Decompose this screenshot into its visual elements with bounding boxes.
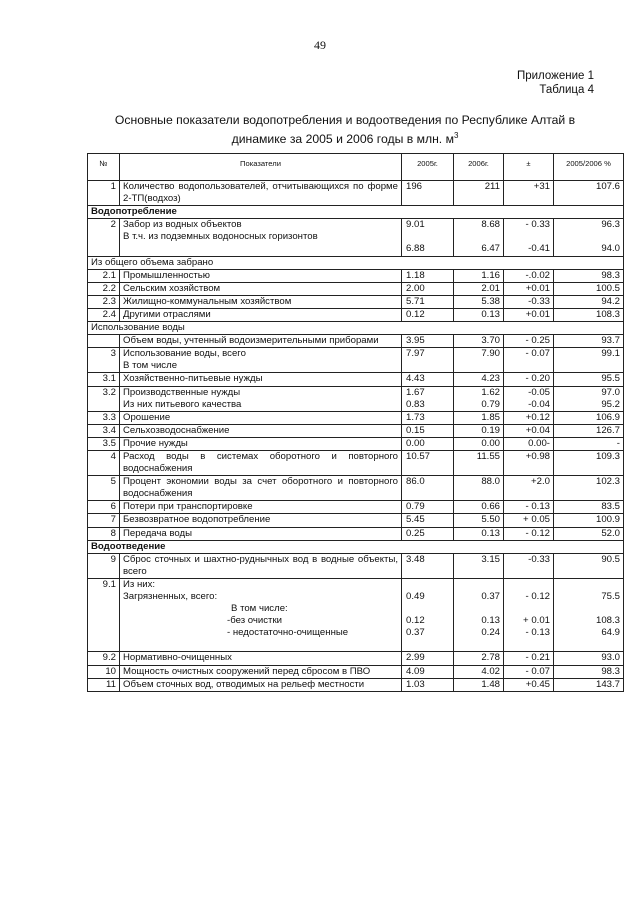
table-header-row [88,154,624,181]
row-number: 6 [88,501,120,514]
value-ratio: 108.3 [554,308,624,321]
value-2005: 5.45 [402,514,454,527]
indicator-line: В т.ч. из подземных водоносных горизонтов [123,231,318,243]
value-diff: +0.01 [504,308,554,321]
table-row [88,652,624,665]
value-diff [504,386,554,411]
indicator-name [120,219,402,256]
value-ratio: 107.6 [554,181,624,206]
table-row [88,501,624,514]
value-ratio: 102.3 [554,476,624,501]
value-2006: 1.48 [454,678,504,691]
cell-line: 0.13 [481,615,500,627]
value-ratio: 95.5 [554,373,624,386]
value-ratio: 99.1 [554,348,624,373]
group-heading: Использование воды [88,322,624,335]
table-row [88,269,624,282]
cell-line: -0.04 [528,398,550,410]
row-number: 9 [88,553,120,578]
cell-line: -0.41 [528,243,550,255]
cell-line: 94.0 [601,243,620,255]
indicator-name [120,348,402,373]
cell-spacer [557,231,620,243]
cell-spacer [557,579,620,591]
table-row [88,540,624,553]
indicator-line: Использование воды, всего [123,348,246,360]
value-ratio: 93.0 [554,652,624,665]
header-indicator: Показатели [120,154,402,181]
cell-line: 1.62 [481,386,500,398]
table-row [88,373,624,386]
title-superscript: 3 [453,131,459,140]
value-2005: 4.09 [402,665,454,678]
indicator-name: Мощность очистных сооружений перед сбросом в ПВО [120,665,402,678]
value-2006: 7.90 [454,348,504,373]
value-ratio: 143.7 [554,678,624,691]
value-diff: +0.12 [504,411,554,424]
indicator-name: Прочие нужды [120,437,402,450]
value-2006: 0.19 [454,424,504,437]
table-row [88,450,624,475]
indicator-name: Передача воды [120,527,402,540]
row-number [88,335,120,348]
table-row [88,386,624,411]
value-2005: 0.79 [402,501,454,514]
row-number: 1 [88,181,120,206]
cell-line: 0.12 [406,615,425,627]
value-2006: 1.85 [454,411,504,424]
page-number: 49 [314,38,326,52]
indicator-line: - недостаточно-очищенные [227,627,349,639]
appendix-line-1: Приложение 1 [516,70,594,82]
value-2005: 0.00 [402,437,454,450]
value-diff: 0.00- [504,437,554,450]
cell-line: 0.49 [406,591,425,602]
value-ratio: - [554,437,624,450]
value-diff: +0.04 [504,424,554,437]
cell-spacer [457,231,500,243]
value-2006: 0.00 [454,437,504,450]
value-ratio: 52.0 [554,527,624,540]
table-row [88,678,624,691]
value-diff [504,219,554,256]
row-number: 9.2 [88,652,120,665]
value-2005: 5.71 [402,295,454,308]
value-2006: 0.13 [454,308,504,321]
table-row [88,335,624,348]
value-diff: +0.45 [504,678,554,691]
row-number: 9.1 [88,578,120,652]
value-diff: - 0.13 [504,501,554,514]
cell-line: 96.3 [601,219,620,231]
indicator-line: В том числе [123,360,178,372]
indicator-name: Сельским хозяйством [120,282,402,295]
value-2005: 1.18 [402,269,454,282]
appendix-line-2: Таблица 4 [539,84,594,96]
indicator-name: Количество водопользователей, отчитывающихся по форме 2-ТП(водхоз) [120,181,402,206]
value-2005: 0.12 [402,308,454,321]
group-heading: Из общего объема забрано [88,256,624,269]
value-2006: 4.23 [454,373,504,386]
value-ratio [554,578,624,652]
row-number: 10 [88,665,120,678]
value-2006: 5.38 [454,295,504,308]
row-number: 3.4 [88,424,120,437]
row-number: 3.3 [88,411,120,424]
cell-line: 6.88 [406,243,425,255]
value-2006: 2.01 [454,282,504,295]
water-use-table [87,153,624,692]
value-2005: 4.43 [402,373,454,386]
value-diff: -.0.02 [504,269,554,282]
header-2006: 2006г. [454,154,504,181]
cell-spacer [457,579,500,591]
indicator-name: Жилищно-коммунальным хозяйством [120,295,402,308]
value-2005: 2.99 [402,652,454,665]
value-2005: 3.48 [402,553,454,578]
value-2005: 0.15 [402,424,454,437]
value-diff: -0.33 [504,295,554,308]
indicator-name [120,386,402,411]
cell-line: 95.2 [601,398,620,410]
value-diff: - 0.07 [504,665,554,678]
value-2006: 1.16 [454,269,504,282]
value-2005: 196 [402,181,454,206]
indicator-name: Другими отраслями [120,308,402,321]
value-2006: 2.78 [454,652,504,665]
row-number: 4 [88,450,120,475]
indicator-name: Орошение [120,411,402,424]
value-diff: - 0.07 [504,348,554,373]
value-ratio: 83.5 [554,501,624,514]
row-number: 2.4 [88,308,120,321]
cell-line: 1.67 [406,386,425,398]
appendix-label [517,69,594,97]
indicator-line: Из них: [123,578,156,590]
value-diff: - 0.21 [504,652,554,665]
cell-spacer [406,579,450,591]
table-row [88,219,624,256]
value-ratio: 98.3 [554,269,624,282]
indicator-name: Безвозвратное водопотребление [120,514,402,527]
row-number: 2.2 [88,282,120,295]
value-2005: 3.95 [402,335,454,348]
table-row [88,514,624,527]
section-heading: Водоотведение [88,540,624,553]
table-row [88,348,624,373]
cell-line: 0.83 [406,398,425,410]
cell-line: - 0.33 [525,219,550,231]
table-row [88,411,624,424]
indicator-spacer [123,639,398,651]
table-row [88,527,624,540]
table-row [88,476,624,501]
header-diff: ± [504,154,554,181]
row-number: 3.5 [88,437,120,450]
indicator-name: Промышленностью [120,269,402,282]
value-2006: 0.13 [454,527,504,540]
cell-line: 9.01 [406,219,425,231]
cell-spacer [507,579,550,591]
cell-line: 108.3 [595,615,620,627]
value-ratio: 106.9 [554,411,624,424]
value-2006 [454,386,504,411]
value-diff: + 0.05 [504,514,554,527]
value-2005: 2.00 [402,282,454,295]
indicator-line: Производственные нужды [123,386,241,398]
indicator-name: Нормативно-очищенных [120,652,402,665]
value-2005: 1.73 [402,411,454,424]
indicator-name: Потери при транспортировке [120,501,402,514]
header-2005: 2005г. [402,154,454,181]
value-2006: 5.50 [454,514,504,527]
value-2006: 88.0 [454,476,504,501]
indicator-name: Хозяйственно-питьевые нужды [120,373,402,386]
indicator-line: Забор из водных объектов [123,219,242,231]
value-2005 [402,578,454,652]
value-ratio: 93.7 [554,335,624,348]
cell-line: -0.05 [528,386,550,398]
row-number: 3 [88,348,120,373]
indicator-name: Сельхозводоснабжение [120,424,402,437]
table-row [88,206,624,219]
row-number: 2 [88,219,120,256]
document-title [60,113,630,147]
title-line-2: динамике за 2005 и 2006 годы в млн. $м^3$ [231,131,459,147]
row-number: 2.1 [88,269,120,282]
value-2005 [402,386,454,411]
value-diff: +0.98 [504,450,554,475]
indicator-name: Расход воды в системах оборотного и повторного водоснабжения [120,450,402,475]
table-row [88,295,624,308]
value-ratio: 100.5 [554,282,624,295]
value-2006: 211 [454,181,504,206]
value-2006 [454,578,504,652]
value-ratio: 98.3 [554,665,624,678]
value-diff: +31 [504,181,554,206]
value-diff: +0.01 [504,282,554,295]
value-diff: - 0.20 [504,373,554,386]
indicator-name: Сброс сточных и шахтно-руднычных вод в водные объекты, всего [120,553,402,578]
value-2005: 7.97 [402,348,454,373]
value-2005: 86.0 [402,476,454,501]
row-number: 2.3 [88,295,120,308]
value-diff [504,578,554,652]
table-row [88,424,624,437]
value-diff: -0.33 [504,553,554,578]
cell-line: 0.37 [406,627,425,639]
value-ratio [554,219,624,256]
row-number: 5 [88,476,120,501]
table-body [88,181,624,692]
value-ratio: 126.7 [554,424,624,437]
indicator-line: В том числе: [231,603,288,615]
value-diff: +2.0 [504,476,554,501]
value-2006: 4.02 [454,665,504,678]
header-no: № [88,154,120,181]
cell-line: 6.47 [481,243,500,255]
section-heading: Водопотребление [88,206,624,219]
value-2006: 3.70 [454,335,504,348]
value-ratio: 100.9 [554,514,624,527]
table-row [88,665,624,678]
cell-line: 75.5 [601,591,620,602]
cell-line: 0.79 [481,398,500,410]
cell-line: 0.37 [481,591,500,602]
value-2005: 1.03 [402,678,454,691]
value-ratio [554,386,624,411]
row-number: 7 [88,514,120,527]
value-ratio: 109.3 [554,450,624,475]
table-row [88,437,624,450]
cell-line: - 0.13 [525,627,550,639]
value-2005: 10.57 [402,450,454,475]
table-row [88,308,624,321]
cell-line: + 0.01 [523,615,550,627]
row-number: 3.1 [88,373,120,386]
cell-line: 64.9 [601,627,620,639]
header-ratio: 2005/2006 % [554,154,624,181]
table-row [88,578,624,652]
table-row [88,322,624,335]
value-2006: 11.55 [454,450,504,475]
cell-spacer [557,603,620,615]
table-row [88,553,624,578]
indicator-line: Загрязненных, всего: [123,591,218,602]
value-2005 [402,219,454,256]
value-diff: - 0.25 [504,335,554,348]
value-2006: 3.15 [454,553,504,578]
value-2006: 0.66 [454,501,504,514]
cell-spacer [457,603,500,615]
row-number: 3.2 [88,386,120,411]
indicator-name: Объем сточных вод, отводимых на рельеф местности [120,678,402,691]
row-number: 8 [88,527,120,540]
table-row [88,181,624,206]
title-line-1: Основные показатели водопотребления и водоотведения по Республике Алтай в [114,113,576,127]
value-ratio: 90.5 [554,553,624,578]
indicator-name: Процент экономии воды за счет оборотного и повторного водоснабжения [120,476,402,501]
indicator-name [120,578,402,652]
value-diff: - 0.12 [504,527,554,540]
cell-spacer [507,231,550,243]
table-row [88,256,624,269]
cell-line: - 0.12 [525,591,550,602]
cell-line: 8.68 [481,219,500,231]
value-2006 [454,219,504,256]
cell-spacer [406,603,450,615]
cell-spacer [507,603,550,615]
value-2005: 0.25 [402,527,454,540]
indicator-line: -без очистки [227,615,282,627]
value-ratio: 94.2 [554,295,624,308]
row-number: 11 [88,678,120,691]
indicator-line: Из них питьевого качества [123,398,242,410]
table-row [88,282,624,295]
cell-spacer [406,231,450,243]
cell-line: 97.0 [601,386,620,398]
indicator-name: Объем воды, учтенный водоизмерительными приборами [120,335,402,348]
cell-line: 0.24 [481,627,500,639]
